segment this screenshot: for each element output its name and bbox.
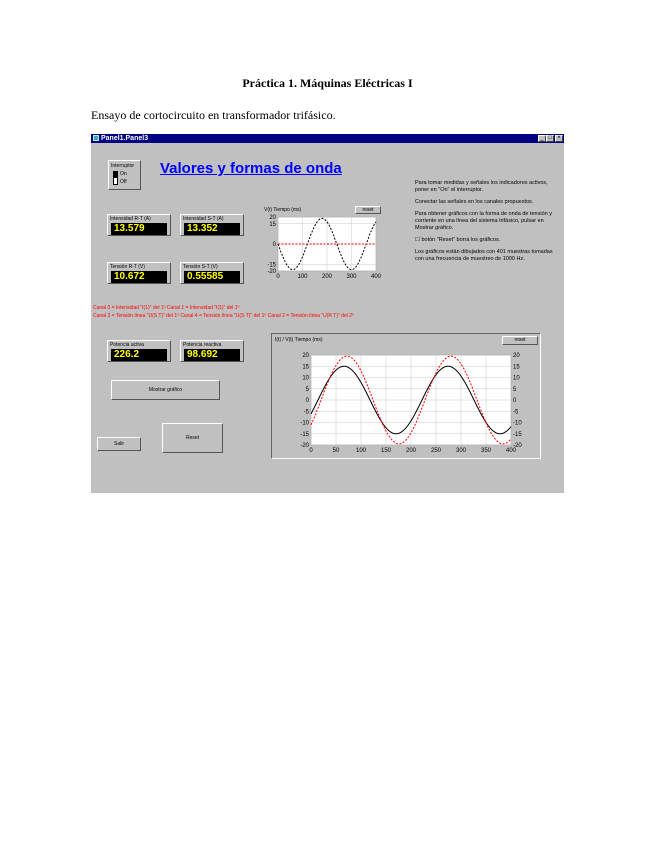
y-tick-label-right: -10 <box>513 420 522 427</box>
interruptor-switch[interactable] <box>108 160 141 190</box>
big-chart-reset-button[interactable]: reset <box>502 336 538 345</box>
y-tick-label: 5 <box>305 386 309 393</box>
meter-tension-st <box>180 262 244 284</box>
meter-intensidad-s <box>180 214 244 236</box>
channel-line-1: Canal 0 = Intensidad "I(1)" del 1º Canal 1 = Intensidad "I(1)" del 1º <box>93 305 240 311</box>
switch-on-label: On <box>120 171 127 177</box>
x-tick-label: 350 <box>480 448 492 454</box>
mostrar-grafico-button[interactable]: Mostrar gráfico <box>111 380 220 400</box>
switch-track[interactable] <box>113 171 118 185</box>
document-subtitle: Ensayo de cortocircuito en transformador trifásico. <box>91 108 336 122</box>
x-tick-label: 300 <box>455 448 467 454</box>
instruction-2: Conectar las señales en los canales propuestos. <box>415 199 534 205</box>
x-tick-label: 200 <box>321 274 333 280</box>
x-tick-label: 400 <box>370 274 382 280</box>
big-chart-plot <box>271 333 541 459</box>
x-tick-label: 250 <box>430 448 442 454</box>
reset-button[interactable]: Reset <box>162 423 223 453</box>
small-chart-plot <box>262 205 382 291</box>
y-tick-label: 20 <box>269 215 276 221</box>
meter-value: 98.692 <box>184 349 240 361</box>
small-chart-reset-button[interactable]: reset <box>355 206 381 214</box>
interruptor-label: Interruptor <box>111 163 135 169</box>
y-tick-label-right: 5 <box>513 386 517 393</box>
y-tick-label-right: -15 <box>513 431 522 438</box>
meter-intensidad-r <box>107 214 171 236</box>
instruction-4: ☐ botón "Reset" borra los gráficos. <box>415 237 501 243</box>
meter-value: 0.55585 <box>184 271 240 283</box>
x-tick-label: 100 <box>297 274 308 280</box>
x-tick-label: 400 <box>505 448 517 454</box>
instruction-3: Para obtener gráficos con la forma de onda de tensión y corriente en una línea del sistema trifásico, pulsar en Mostrar gráfico. <box>415 211 552 231</box>
y-tick-label: -15 <box>267 262 276 269</box>
meter-value: 13.352 <box>184 223 240 235</box>
meter-tension-rt <box>107 262 171 284</box>
y-tick-label-right: -5 <box>513 409 519 416</box>
y-tick-label-right: 20 <box>513 353 520 359</box>
meter-potencia-activa <box>107 340 171 362</box>
app-icon <box>93 135 99 141</box>
small-chart-title: V(t) Tiempo (ms) <box>264 207 302 213</box>
meter-label: Potencia reactiva <box>183 342 222 348</box>
meter-value: 226.2 <box>111 349 167 361</box>
instruction-1: Para tomar medidas y señales los indicadores activos, poner en "On" el interruptor. <box>415 180 548 193</box>
channel-line-2: Canal 3 = Tensión línea "U(S T)" del 1º Canal 4 = Tensión línea "U(S T)" del 1º Canal 2 = Tensión línea "U(R T)" del 2º <box>93 313 354 319</box>
x-tick-label: 50 <box>332 448 340 454</box>
meter-label: Intensidad S-T (A) <box>183 216 224 222</box>
x-tick-label: 100 <box>355 448 367 454</box>
big-chart-title: I(t) / V(t) Tiempo (ms) <box>275 337 323 343</box>
y-tick-label: -15 <box>300 431 309 438</box>
switch-off-label: Off <box>120 179 127 185</box>
x-tick-label: 300 <box>346 274 357 280</box>
salir-button[interactable]: Salir <box>97 437 141 451</box>
y-tick-label: 0 <box>272 242 276 248</box>
meter-label: Tensión R-T (V) <box>110 264 145 270</box>
y-tick-label-right: 15 <box>513 364 520 371</box>
maximize-button[interactable]: □ <box>546 135 554 142</box>
x-tick-label: 0 <box>309 448 313 454</box>
meter-value: 10.672 <box>111 271 167 283</box>
instruction-5: Los gráficos están dibujados con 401 muestras tomadas con una frecuencia de muestreo de 1000 Hz. <box>415 249 553 262</box>
meter-label: Intensidad R-T (A) <box>110 216 151 222</box>
y-tick-label-right: 0 <box>513 398 517 404</box>
labview-panel <box>91 134 564 493</box>
x-tick-label: 0 <box>276 274 280 280</box>
y-tick-label: 15 <box>269 221 276 228</box>
y-tick-label-right: -20 <box>513 443 522 449</box>
meter-label: Potencia activa <box>110 342 144 348</box>
document-title: Práctica 1. Máquinas Eléctricas I <box>242 76 413 90</box>
x-tick-label: 150 <box>380 448 392 454</box>
big-chart <box>271 333 541 459</box>
y-tick-label: -10 <box>300 420 309 427</box>
window-titlebar[interactable] <box>91 134 564 143</box>
meter-potencia-reactiva <box>180 340 244 362</box>
meter-label: Tensión S-T (V) <box>183 264 218 270</box>
y-tick-label: 10 <box>302 375 309 382</box>
meter-value: 13.579 <box>111 223 167 235</box>
window-title: Panel1.Panel3 <box>101 135 149 142</box>
y-tick-label: 0 <box>305 398 309 404</box>
x-tick-label: 200 <box>405 448 417 454</box>
minimize-button[interactable]: _ <box>538 135 546 142</box>
y-tick-label: -5 <box>303 409 309 416</box>
small-chart <box>262 205 382 291</box>
page-title: Valores y formas de onda <box>160 160 342 177</box>
instructions-block <box>415 180 555 263</box>
close-button[interactable]: × <box>555 135 563 142</box>
y-tick-label: 20 <box>302 353 309 359</box>
y-tick-label: -20 <box>267 269 276 275</box>
switch-knob[interactable] <box>114 172 117 178</box>
y-tick-label: 15 <box>302 364 309 371</box>
y-tick-label-right: 10 <box>513 375 520 382</box>
y-tick-label: -20 <box>300 443 309 449</box>
